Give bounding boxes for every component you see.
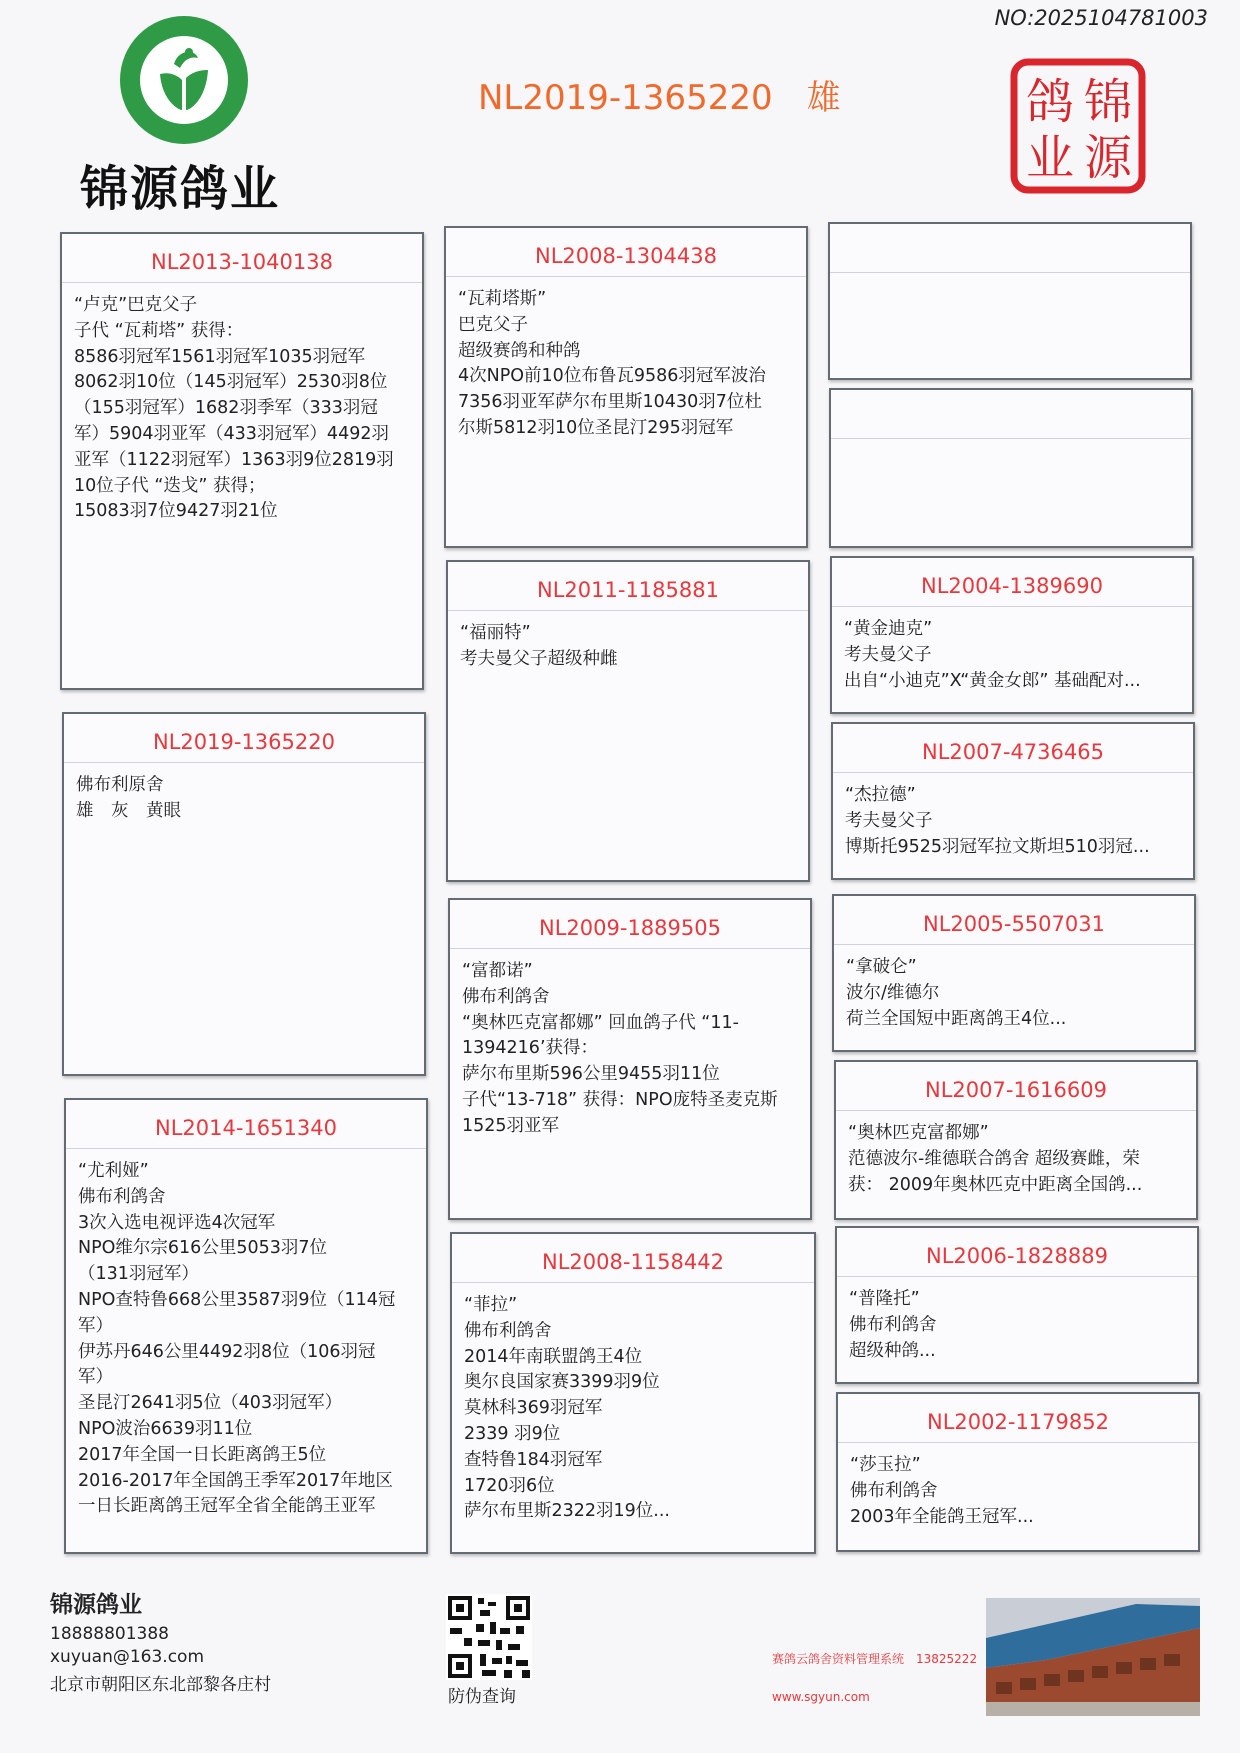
detail-line: 子代 “瓦莉塔” 获得：: [74, 320, 244, 341]
detail-line: 佛布利鸽舍: [464, 1320, 552, 1341]
detail-line: “黄金迪克”: [844, 619, 933, 639]
sire-details: [62, 283, 422, 525]
detail-line: 15083羽7位9427羽21位: [74, 501, 278, 522]
detail-line: 军）: [78, 1367, 113, 1388]
pedigree-card-ggp-3: [830, 556, 1194, 714]
pedigree-card-ggp-7: [835, 1226, 1199, 1384]
ggp-8-details: [838, 1443, 1198, 1530]
ggp-5-ring-number: NL2005-5507031: [834, 896, 1194, 945]
pedigree-card-ggp-5: [832, 894, 1196, 1052]
company-seal: [1008, 56, 1148, 196]
detail-line: 10位子代 “迭戈” 获得；: [74, 475, 266, 496]
document-number: NO:2025104781003: [994, 6, 1208, 30]
detail-line: 佛布利鸽舍: [462, 986, 550, 1007]
sire-sire-details: [446, 277, 806, 442]
detail-line: 伊苏丹646公里4492羽8位（106羽冠: [78, 1341, 376, 1362]
svg-text:源: 源: [1083, 130, 1133, 186]
detail-line: 1525羽亚军: [462, 1115, 560, 1136]
svg-text:业: 业: [1025, 130, 1075, 186]
detail-line: 8062羽10位（145羽冠军）2530羽8位: [74, 372, 388, 393]
detail-line: 2014年南联盟鸽王4位: [464, 1346, 643, 1367]
ggp-2-ring-number: [831, 390, 1191, 439]
detail-line: NPO波治6639羽11位: [78, 1418, 253, 1439]
detail-line: 2016-2017年全国鸽王季军2017年地区: [78, 1470, 393, 1491]
detail-line: 亚军（1122羽冠军）1363羽9位2819羽: [74, 449, 394, 470]
pedigree-card-dam: [64, 1098, 428, 1554]
svg-text:锦: 锦: [1083, 74, 1133, 130]
pedigree-card-subject: [62, 712, 426, 1076]
detail-line: 超级种鸽...: [849, 1340, 936, 1361]
detail-line: 出自“小迪克”X“黄金女郎” 基础配对...: [844, 670, 1141, 691]
detail-line: “杰拉德”: [845, 785, 916, 805]
dam-dam-ring-number: NL2008-1158442: [452, 1234, 814, 1283]
detail-line: 2017年全国一日长距离鸽王5位: [78, 1444, 327, 1465]
pedigree-title: [478, 70, 841, 119]
dam-sire-ring-number: NL2009-1889505: [450, 900, 810, 949]
detail-line: “福丽特”: [460, 623, 531, 643]
ggp-6-details: [836, 1111, 1196, 1198]
detail-line: “卢克”巴克父子: [74, 295, 198, 315]
detail-line: （131羽冠军）: [78, 1264, 199, 1285]
detail-line: 8586羽冠军1561羽冠军1035羽冠军: [74, 346, 366, 367]
detail-line: NPO维尔宗616公里5053羽7位: [78, 1238, 327, 1259]
dam-ring-number: NL2014-1651340: [66, 1100, 426, 1149]
ggp-4-details: [833, 773, 1193, 860]
detail-line: “瓦莉塔斯”: [458, 289, 547, 309]
subject-details: [64, 763, 424, 825]
detail-line: 1394216’获得：: [462, 1038, 599, 1059]
ggp-7-ring-number: NL2006-1828889: [837, 1228, 1197, 1277]
ggp-6-ring-number: NL2007-1616609: [836, 1062, 1196, 1111]
detail-line: 博斯托9525羽冠军拉文斯坦510羽冠...: [845, 836, 1150, 857]
detail-line: 考夫曼父子超级种雌: [460, 648, 618, 669]
detail-line: 子代“13-718” 获得：NPO庞特圣麦克斯: [462, 1089, 778, 1110]
detail-line: “莎玉拉”: [850, 1455, 921, 1475]
ggp-1-ring-number: [830, 224, 1190, 273]
ggp-4-ring-number: NL2007-4736465: [833, 724, 1193, 773]
detail-line: 一日长距离鸽王冠军全省全能鸽王亚军: [78, 1496, 376, 1517]
detail-line: 3次入选电视评选4次冠军: [78, 1212, 276, 1233]
detail-line: 军）5904羽亚军（433羽冠军）4492羽: [74, 423, 389, 444]
ggp-3-ring-number: NL2004-1389690: [832, 558, 1192, 607]
detail-line: 考夫曼父子: [845, 810, 933, 831]
detail-line: 圣昆汀2641羽5位（403羽冠军）: [78, 1393, 343, 1414]
ggp-8-ring-number: NL2002-1179852: [838, 1394, 1198, 1443]
pedigree-card-dam-sire: [448, 898, 812, 1220]
detail-line: 军）: [78, 1315, 113, 1336]
system-name: 赛鸽云鸽舍资料管理系统 13825222: [772, 1652, 978, 1666]
detail-line: “奥林匹克富都娜” 回血鸽子代 “11-: [462, 1012, 739, 1033]
dam-dam-details: [452, 1283, 814, 1525]
detail-line: 奥尔良国家赛3399羽9位: [464, 1372, 660, 1393]
detail-line: “富都诺”: [462, 961, 533, 981]
detail-line: NPO查特鲁668公里3587羽9位（114冠: [78, 1289, 396, 1310]
detail-line: “拿破仑”: [846, 957, 917, 977]
ggp-5-details: [834, 945, 1194, 1032]
anti-fake-qr-code[interactable]: [446, 1594, 532, 1680]
detail-line: 2003年全能鸽王冠军...: [850, 1506, 1034, 1527]
detail-line: 获： 2009年奥林匹克中距离全国鸽...: [848, 1174, 1143, 1195]
footer-address: 北京市朝阳区东北部黎各庄村: [50, 1675, 271, 1695]
pedigree-card-ggp-8: [836, 1392, 1200, 1552]
detail-line: 佛布利鸽舍: [78, 1186, 166, 1207]
svg-text:鸽: 鸽: [1025, 74, 1075, 130]
qr-code-icon: [446, 1594, 532, 1680]
detail-line: 查特鲁184羽冠军: [464, 1449, 603, 1470]
dam-sire-details: [450, 949, 810, 1140]
detail-line: 雄 灰 黄眼: [76, 800, 181, 821]
pedigree-card-ggp-4: [831, 722, 1195, 880]
detail-line: 考夫曼父子: [844, 644, 932, 665]
brand-name: 锦源鸽业: [80, 161, 281, 217]
sire-ring-number: NL2013-1040138: [62, 234, 422, 283]
pedigree-card-sire: [60, 232, 424, 690]
company-logo: [118, 14, 250, 146]
sire-sire-ring-number: NL2008-1304438: [446, 228, 806, 277]
detail-line: “奥林匹克富都娜”: [848, 1123, 989, 1143]
anti-fake-query-label: 防伪查询: [448, 1687, 516, 1707]
detail-line: “菲拉”: [464, 1295, 518, 1315]
pedigree-card-ggp-1: [828, 222, 1192, 380]
seal-stamp-icon: [1008, 56, 1148, 196]
sire-dam-ring-number: NL2011-1185881: [448, 562, 808, 611]
pedigree-card-sire-dam: [446, 560, 810, 882]
pedigree-card-sire-sire: [444, 226, 808, 548]
pigeon-loft-photo-icon: [986, 1598, 1200, 1716]
detail-line: 佛布利鸽舍: [849, 1314, 937, 1335]
detail-line: 4次NPO前10位布鲁瓦9586羽冠军波治: [458, 366, 766, 387]
detail-line: “普隆托”: [849, 1289, 920, 1309]
detail-line: 佛布利原舍: [76, 775, 164, 795]
subject-ring-number: NL2019-1365220: [64, 714, 424, 763]
ggp-7-details: [837, 1277, 1197, 1364]
detail-line: （155羽冠军）1682羽季军（333羽冠: [74, 398, 378, 419]
detail-line: 波尔/维德尔: [846, 982, 940, 1003]
pedigree-card-ggp-6: [834, 1060, 1198, 1220]
detail-line: 萨尔布里斯2322羽19位...: [464, 1501, 670, 1522]
ggp-3-details: [832, 607, 1192, 694]
leaf-logo-icon: [118, 14, 250, 146]
detail-line: 莫林科369羽冠军: [464, 1398, 603, 1419]
detail-line: 佛布利鸽舍: [850, 1480, 938, 1501]
detail-line: 巴克父子: [458, 314, 528, 335]
detail-line: 范德波尔-维德联合鸽舍 超级赛雌，荣: [848, 1148, 1140, 1169]
detail-line: 荷兰全国短中距离鸽王4位...: [846, 1008, 1067, 1029]
detail-line: 2339 羽9位: [464, 1423, 561, 1444]
footer-brand: 锦源鸽业: [50, 1592, 142, 1618]
detail-line: 超级赛鸽和种鸽: [458, 340, 581, 361]
pedigree-card-dam-dam: [450, 1232, 816, 1554]
detail-line: “尤利娅”: [78, 1161, 149, 1181]
sire-dam-details: [448, 611, 808, 673]
title-ring-number: NL2019-1365220: [478, 78, 773, 118]
footer-phone: 18888801388: [50, 1624, 169, 1644]
detail-line: 尔斯5812羽10位圣昆汀295羽冠军: [458, 417, 734, 438]
detail-line: 萨尔布里斯596公里9455羽11位: [462, 1064, 720, 1085]
dam-details: [66, 1149, 426, 1520]
pigeon-loft-photo: [986, 1598, 1200, 1716]
website-link[interactable]: www.sgyun.com: [772, 1690, 870, 1704]
title-sex: 雄: [806, 78, 841, 118]
detail-line: 7356羽亚军萨尔布里斯10430羽7位杜: [458, 392, 762, 413]
footer-email: xuyuan@163.com: [50, 1647, 205, 1667]
pedigree-card-ggp-2: [829, 388, 1193, 548]
detail-line: 1720羽6位: [464, 1475, 555, 1496]
